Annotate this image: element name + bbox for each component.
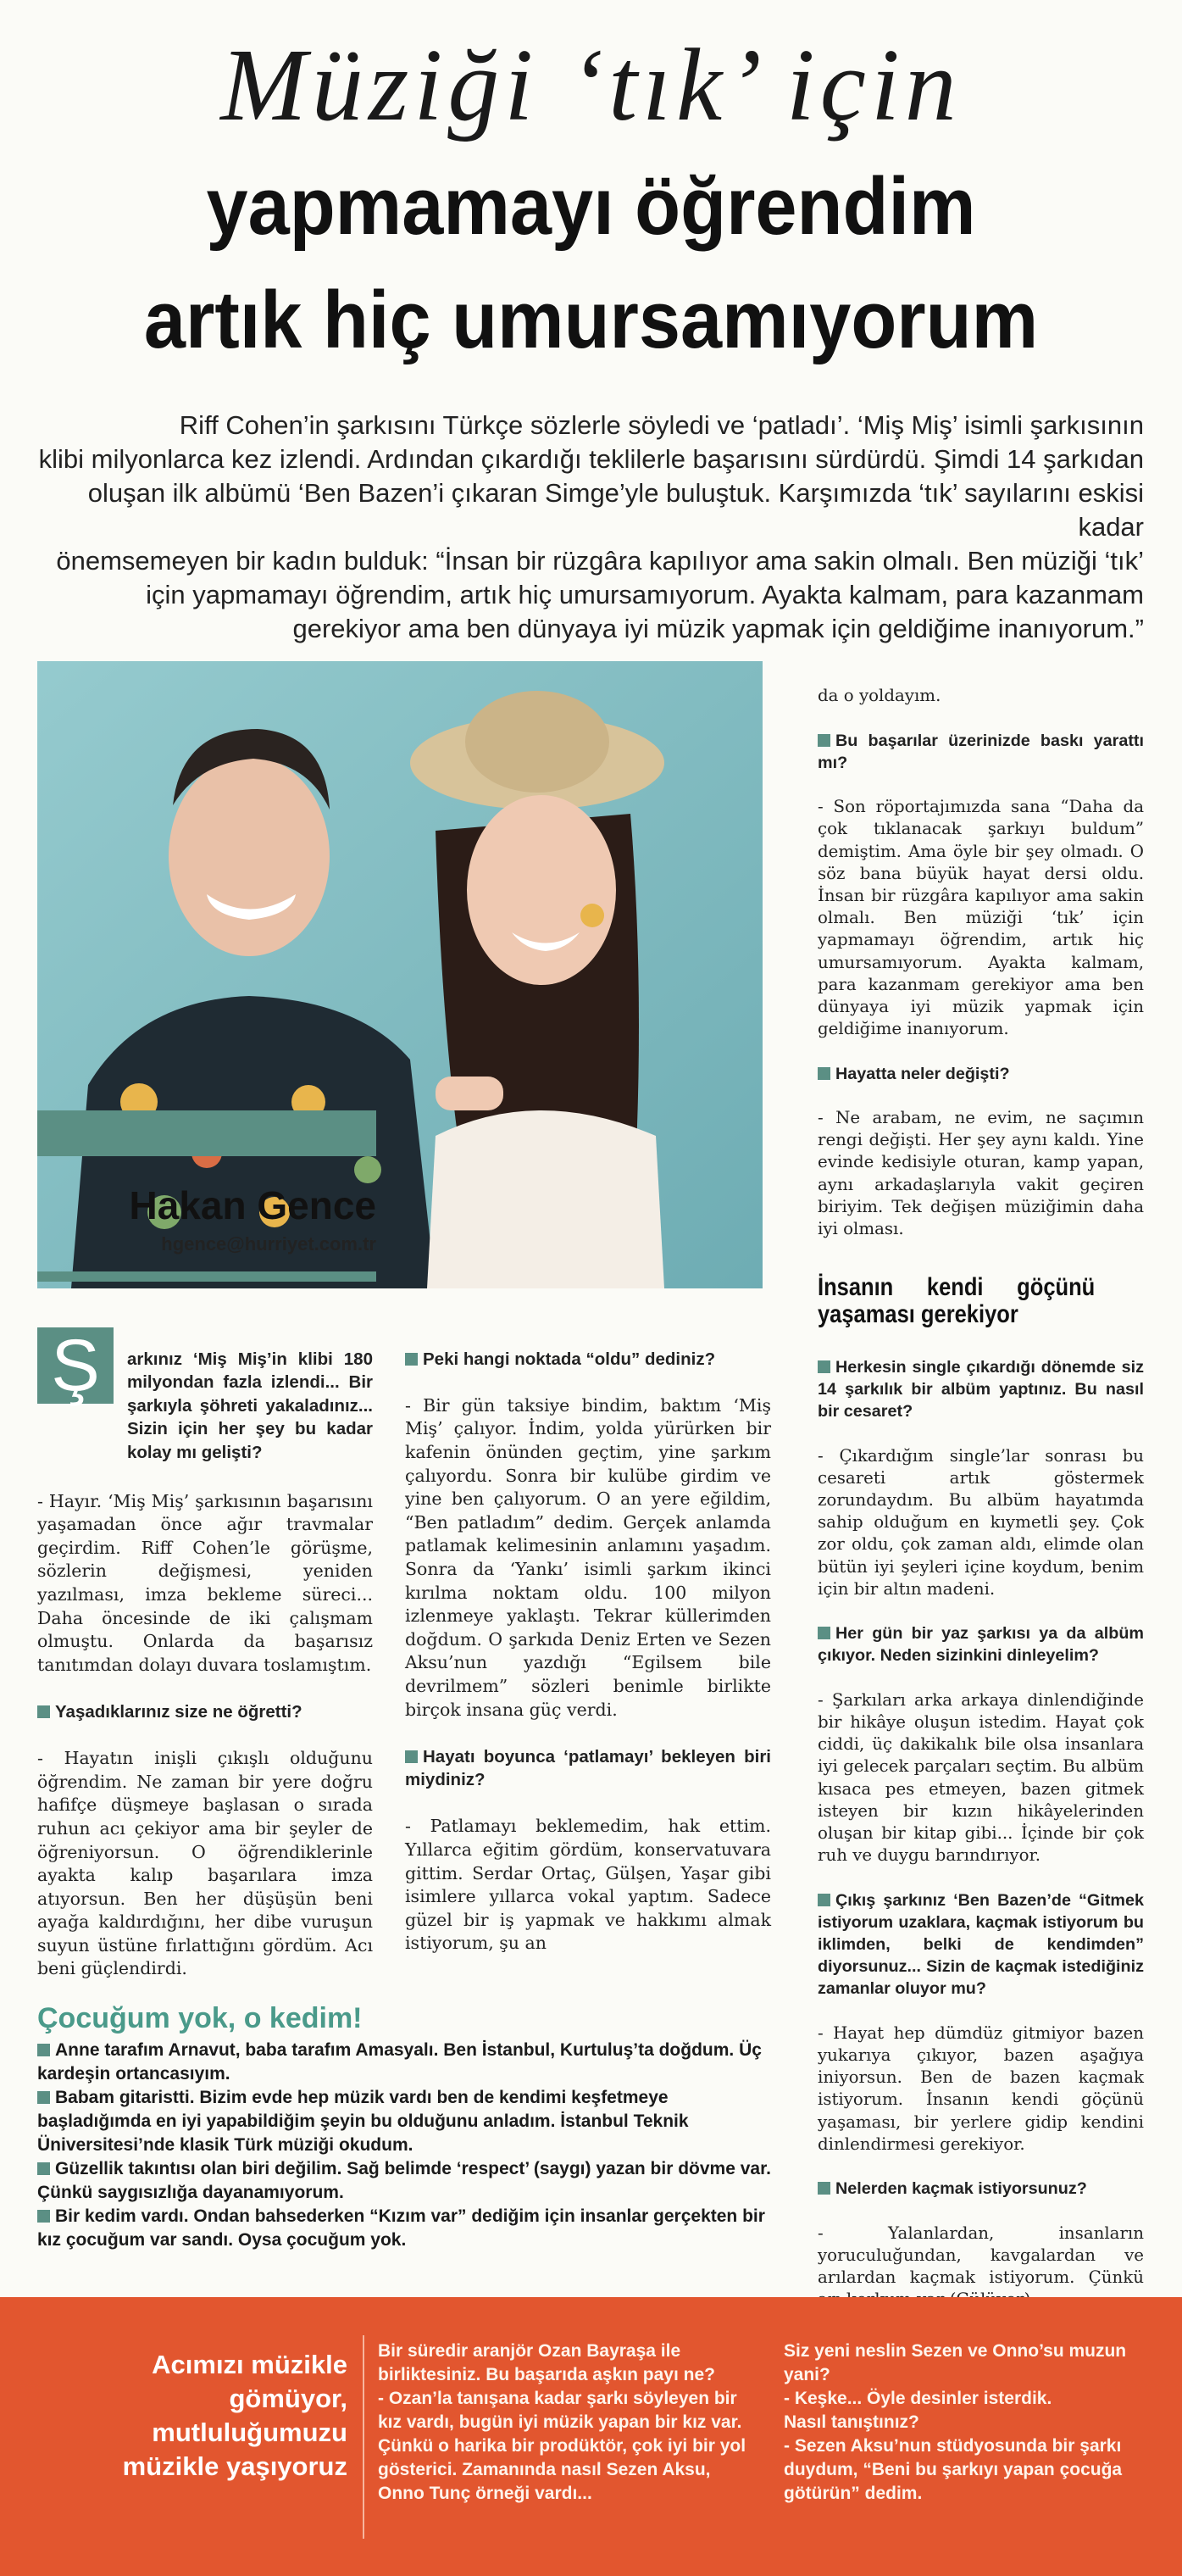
- bullet-square-icon: [405, 1353, 418, 1366]
- col1-answer-2: - Hayatın inişli çıkışlı olduğunu öğrendim. Ne zaman bir yere doğru hafifçe düşmeye başlasan o sırada ruhun acı çekiyor ama bir şeyler de öğreniyorsun. O öğrendiklerinle ayakta kalıp başarılara imza atıyorsun. Ben her düşüşün beni ayağa kaldırdığını, her dibe vuruşun suyun üstüne fırlattığını gördüm. Acı beni güçlendirdi.: [37, 1748, 373, 1979]
- col3-answer-4: - Şarkıları arka arkaya dinlendiğinde bir hikâye oluşun istedim. Hayat çok ciddi, üç dakikalık bile olsa insanlara iyi gelecek parçaları seçtim. Bu albüm kısaca pes etmeyen, bazen gitmek isteyen bir kızın hikâyelerinden oluşan bir kitap gibi... İçinde bir çok ruh ve duygu barındırıyor.: [818, 1689, 1144, 1866]
- info-box-title: Çocuğum yok, o kedim!: [37, 2002, 363, 2034]
- byline-rule: [37, 1271, 376, 1282]
- bullet-square-icon: [37, 2044, 50, 2056]
- col3-question-1: Bu başarılar üzerinizde baskı yarattı mı?: [818, 731, 1144, 772]
- col1-question-2: Yaşadıklarınız size ne öğretti?: [55, 1701, 302, 1722]
- footer-divider: [363, 2335, 364, 2539]
- info-box: [37, 2002, 783, 2252]
- col2-question-1: Peki hangi noktada “oldu” dediniz?: [423, 1349, 716, 1369]
- bullet-square-icon: [37, 2210, 50, 2223]
- dropcap: Ş: [51, 1325, 100, 1406]
- col3-question-4: Her gün bir yaz şarkısı ya da albüm çıkıyor. Neden sizinkini dinleyelim?: [818, 1624, 1144, 1666]
- col2-answer-2: - Patlamayı beklemedim, hak ettim. Yıllarca eğitim gördüm, konservatuvara gittim. Serdar Ortaç, Gülşen, Yaşar gibi isimlere yıllarca vokal yaptım. Sadece güzel bir iş yapmak ve hakkımı almak istiyorum, şu an: [405, 1816, 771, 1954]
- bullet-square-icon: [37, 2091, 50, 2104]
- col3-answer-5: - Hayat hep dümdüz gitmiyor bazen yukarıya çıkıyor, bazen aşağıya iniyorsun. Ben de bazen kaçmak istiyorum. İnsanın kendi göçünü yaşaması, bir yerlere gidip kendini dinlendirmesi gerekiyor.: [818, 2022, 1144, 2154]
- col3-answer-2: - Ne arabam, ne evim, ne saçımın rengi değişti. Her şey aynı kaldı. Yine evinde kedisiyle oturan, kamp yapan, aynı arkadaşlarıyla vakit geçiren biriyim. Tek değişen müziğimin daha iyi olması.: [818, 1108, 1144, 1239]
- bullet-square-icon: [818, 1894, 830, 1906]
- dropcap-box: [37, 1327, 114, 1404]
- info-box-item: Güzellik takıntısı olan biri değilim. Sağ belimde ‘respect’ (saygı) yazan bir dövme var. Çünkü saygısızlığa dayanamıyorum.: [37, 2159, 771, 2202]
- col3-question-2: Hayatta neler değişti?: [835, 1064, 1010, 1083]
- headline-line2: yapmamayı öğrendim: [206, 161, 976, 252]
- info-box-item: Babam gitaristti. Bizim evde hep müzik vardı ben de kendimi keşfetmeye başladığımda en iyi yapabildiğim şeyin bu olduğunu anladım. İstanbul Teknik Üniversitesi’nde klasik Türk müziği okudum.: [37, 2088, 689, 2155]
- col3-continuation: da o yoldayım.: [818, 686, 941, 706]
- bullet-square-icon: [37, 2162, 50, 2175]
- bullet-square-icon: [405, 1750, 418, 1763]
- col3-subheading: İnsanın kendi göçünü yaşaması gerekiyor: [818, 1273, 1096, 1329]
- col1-intro-question: [127, 1324, 373, 1465]
- col1-answer-1: - Hayır. ‘Miş Miş’ şarkısının başarısını yaşamadan önce ağır travmalar geçirdim. Riff Cohen’le görüşme, sözlerin değişmesi, yeniden yazılması, imza bekleme süreci... Daha öncesinde de iki çalışmam olmuştu. Onlarda da başarısız tanıtımdan dolayı duvara toslamıştım.: [37, 1490, 373, 1675]
- column-1: [37, 1466, 373, 2005]
- info-box-item: Anne tarafım Arnavut, baba tarafım Amasyalı. Ben İstanbul, Kurtuluş’ta doğdum. Üç kardeşin ortancasıyım.: [37, 2040, 762, 2084]
- column-2: [405, 1324, 771, 1979]
- col3-answer-6: - Yalanlardan, insanların yoruculuğundan, kavgalardan ve arılardan kaçmak istiyorum. Çünkü: [818, 2223, 1144, 2288]
- headline-line3: artık hiç umursamıyorum: [143, 275, 1039, 365]
- byline-email[interactable]: hgence@hurriyet.com.tr: [161, 1233, 376, 1255]
- column-3: [818, 663, 1144, 2334]
- bullet-square-icon: [818, 1067, 830, 1080]
- col3-answer-3: - Çıkardığım single’lar sonrası bu cesareti artık göstermek zorundaydım. Bu albüm hayatımda sahip olduğum en kıymetli şey. Çok zor oldu, çok zaman aldı, elimde olan bütün iyi şeyleri içine koydum, benim için bir altın madeni.: [818, 1445, 1144, 1599]
- col3-question-6: Nelerden kaçmak istiyorsunuz?: [835, 2179, 1087, 2199]
- footer-slogan: Acımızı müzikle gömüyor, mutluluğumuzu müzikle yaşıyoruz: [122, 2350, 347, 2481]
- byline-bar: [37, 1110, 376, 1156]
- col3-question-5: Çıkış şarkınız ‘Ben Bazen’de “Gitmek istiyorum uzaklara, kaçmak istiyorum bu iklimden, belki de kendimden” diyorsunuz... Sizin de kaçmak istediğiniz zamanlar oluyor mu?: [818, 1890, 1144, 1999]
- col2-question-2: Hayatı boyunca ‘patlamayı’ bekleyen biri miydiniz?: [405, 1746, 771, 1790]
- footer-right-text: Siz yeni neslin Sezen ve Onno’su muzun yani? - Keşke... Öyle desinler isterdik. Nasıl tanıştınız? - Sezen Aksu’nun stüdyosunda bir şarkı duydum, “Beni bu şarkıyı yapan çocuğa götürün” dedim.: [784, 2341, 1127, 2503]
- info-box-item: Bir kedim vardı. Ondan bahsederken “Kızım var” dediğim için insanlar gerçekten bir kız çocuğum var sandı. Oysa çocuğum yok.: [37, 2206, 765, 2250]
- col3-answer-1: - Son röportajımızda sana “Daha da çok tıklanacak şarkıyı buldum” demiştim. Ama öyle bir şey olmadı. O söz bana büyük hayat dersi oldu. İnsan bir rüzgâra kapılıyor ama sakin olmalı. Ben müziği ‘tık’ için yapmamayı öğrendim, artık hiç umursamıyorum. Ayakta kalmam, para kazanmam gerekiyor ama ben dünyaya iyi müzik yapmak için geldiğime inanıyorum.: [818, 797, 1144, 1039]
- col2-answer-1: - Bir gün taksiye bindim, baktım ‘Miş Miş’ çalıyor. İndim, yolda yürürken bir kafenin önünden geçtim, yine şarkım çalıyordu. Sonra bir kulübe girdim ve yine ben çalıyorum. O an yere eğildim, “Ben patladım” dedim. Gerçek anlamda patlamak kelimesinin anlamını yaşadım. Sonra da ‘Yankı’ isimli şarkım ikinci kırılma noktam oldu. 100 milyon izlenmeye yaklaştı. Tekrar küllerimden doğdum. O şarkıda Deniz Erten ve Sezen Aksu’nun yazdığı “Egilsem bile devrilmem” sözleri benimle birlikte birçok insana güç verdi.: [405, 1394, 771, 1720]
- bullet-square-icon: [37, 1705, 50, 1718]
- footer-band: [0, 2297, 1182, 2576]
- byline-name: Hakan Gence: [129, 1183, 376, 1227]
- bullet-square-icon: [818, 2182, 830, 2195]
- col3-question-3: Herkesin single çıkardığı dönemde siz 14 şarkılık bir albüm yaptınız. Bu nasıl bir cesaret?: [818, 1357, 1144, 1422]
- bullet-square-icon: [818, 1627, 830, 1639]
- bullet-square-icon: [818, 1360, 830, 1373]
- bullet-square-icon: [818, 734, 830, 747]
- footer-middle-text: Bir süredir aranjör Ozan Bayraşa ile birliktesiniz. Bu başarıda aşkın payı ne? - Ozan’la tanışana kadar şarkı söyleyen bir kız vardı, bugün iyi müzik yapan bir kız var. Çünkü o harika bir prodüktör, çok iyi bir yol gösterici. Zamanında nasıl Sezen Aksu, Onno Tunç örneği vardı...: [378, 2341, 746, 2503]
- intro-question: arkınız ‘Miş Miş’in klibi 180 milyondan fazla izlendi... Bir şarkıyla şöhreti yakaladınız... Sizin için her şey bu kadar kolay mı gelişti?: [127, 1349, 373, 1462]
- headline-line1: Müziği ‘tık’ için: [220, 28, 962, 142]
- lead-paragraph: Riff Cohen’in şarkısını Türkçe sözlerle söyledi ve ‘patladı’. ‘Miş Miş’ isimli şarkısının klibi milyonlarca kez izlendi. Ardından çıkardığı teklilerle başarısını sürdürdü. Şimdi 14 şarkıdan oluşan ilk albümü ‘Ben Bazen’i çıkaran Simge’yle buluştuk. Karşımızda ‘tık’ sayılarını eskisi kadar önemsemeyen bir kadın bulduk: “İnsan bir rüzgâra kapılıyor ama sakin olmalı. Ben müziği ‘tık’ için yapmamayı öğrendim, artık hiç umursamıyorum. Ayakta kalmam, para kazanmam gerekiyor ama ben dünyaya iyi müzik yapmak için geldiğime inanıyorum.”: [38, 410, 1144, 643]
